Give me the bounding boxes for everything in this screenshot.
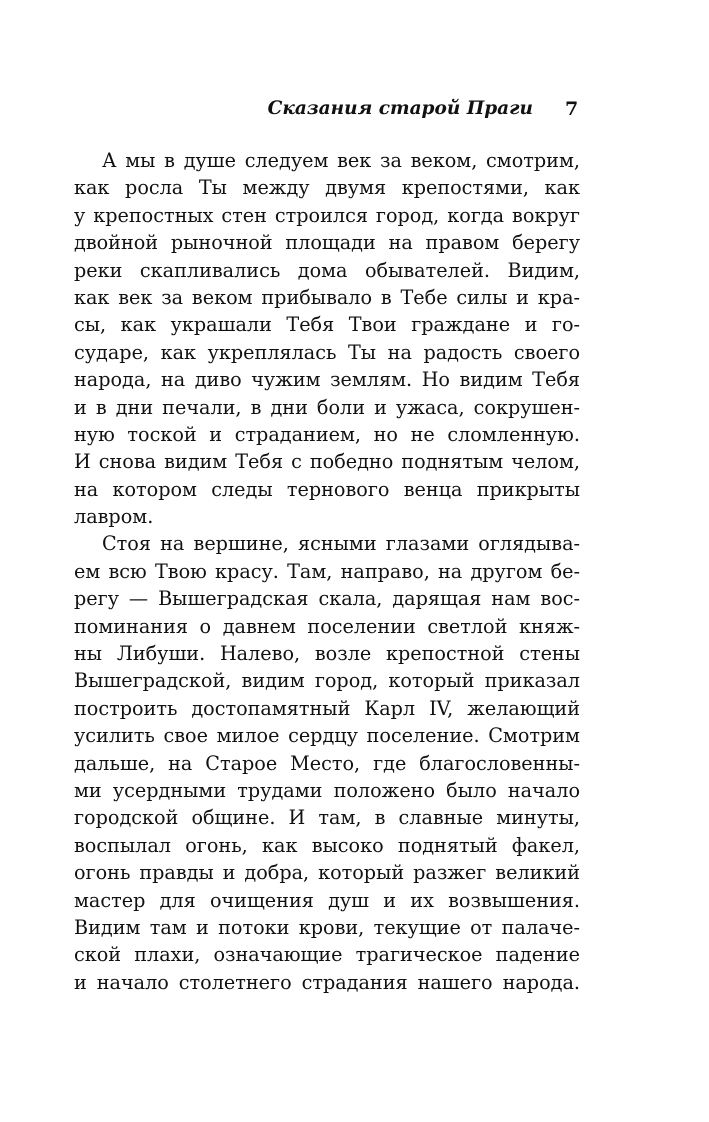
- text-line: ской плахи, означающие трагическое падение: [74, 943, 580, 967]
- text-line: на котором следы тернового венца прикрыты: [74, 477, 580, 501]
- page-number: 7: [565, 98, 579, 120]
- text-line: сударе, как укреплялась Ты на радость своего: [74, 340, 580, 364]
- text-line: воспылал огонь, как высоко поднятый факел,: [74, 833, 580, 857]
- text-line: ми усердными трудами положено было начало: [74, 778, 580, 802]
- paragraph-1: [74, 147, 580, 530]
- text-line: регу — Вышеградская скала, дарящая нам вос-: [74, 587, 580, 611]
- page-header: [0, 97, 709, 127]
- text-line: поминания о давнем поселении светлой княж-: [74, 614, 580, 638]
- text-line: огонь правды и добра, который разжег великий: [74, 861, 580, 885]
- body-text: [74, 147, 580, 996]
- text-line: Видим там и потоки крови, текущие от палаче-: [74, 915, 580, 939]
- text-line: лавром.: [74, 505, 154, 529]
- text-line: как век за веком прибывало в Тебе силы и кра-: [74, 285, 580, 309]
- text-line: И снова видим Тебя с победно поднятым челом,: [74, 450, 580, 474]
- paragraph-2: [74, 530, 580, 996]
- text-line: народа, на диво чужим землям. Но видим Тебя: [74, 368, 580, 392]
- text-line: городской общине. И там, в славные минуты,: [74, 806, 580, 830]
- text-line: Стоя на вершине, ясными глазами оглядыва-: [102, 532, 580, 556]
- text-line: Вышеградской, видим город, который приказал: [74, 669, 580, 693]
- text-line: сы, как украшали Тебя Твои граждане и го-: [74, 313, 580, 337]
- text-line: усилить свое милое сердцу поселение. Смотрим: [74, 724, 580, 748]
- text-line: и в дни печали, в дни боли и ужаса, сокрушен-: [74, 395, 580, 419]
- text-line: построить достопамятный Карл IV, желающий: [74, 696, 580, 720]
- text-line: ны Либуши. Налево, возле крепостной стены: [74, 642, 580, 666]
- text-line: у крепостных стен строился город, когда вокруг: [74, 203, 580, 227]
- text-line: двойной рыночной площади на правом берегу: [74, 231, 580, 255]
- text-line: и начало столетнего страдания нашего народа.: [74, 970, 580, 994]
- text-line: реки скапливались дома обывателей. Видим,: [74, 258, 580, 282]
- text-line: как росла Ты между двумя крепостями, как: [74, 176, 580, 200]
- text-line: А мы в душе следуем век за веком, смотрим,: [102, 149, 580, 172]
- text-line: дальше, на Старое Место, где благословенны-: [74, 751, 580, 775]
- running-title: Сказания старой Праги: [267, 98, 533, 119]
- text-line: ем всю Твою красу. Там, направо, на другом бе-: [74, 559, 580, 583]
- text-line: мастер для очищения душ и их возвышения.: [74, 888, 580, 912]
- text-line: ную тоской и страданием, но не сломленную.: [74, 422, 580, 446]
